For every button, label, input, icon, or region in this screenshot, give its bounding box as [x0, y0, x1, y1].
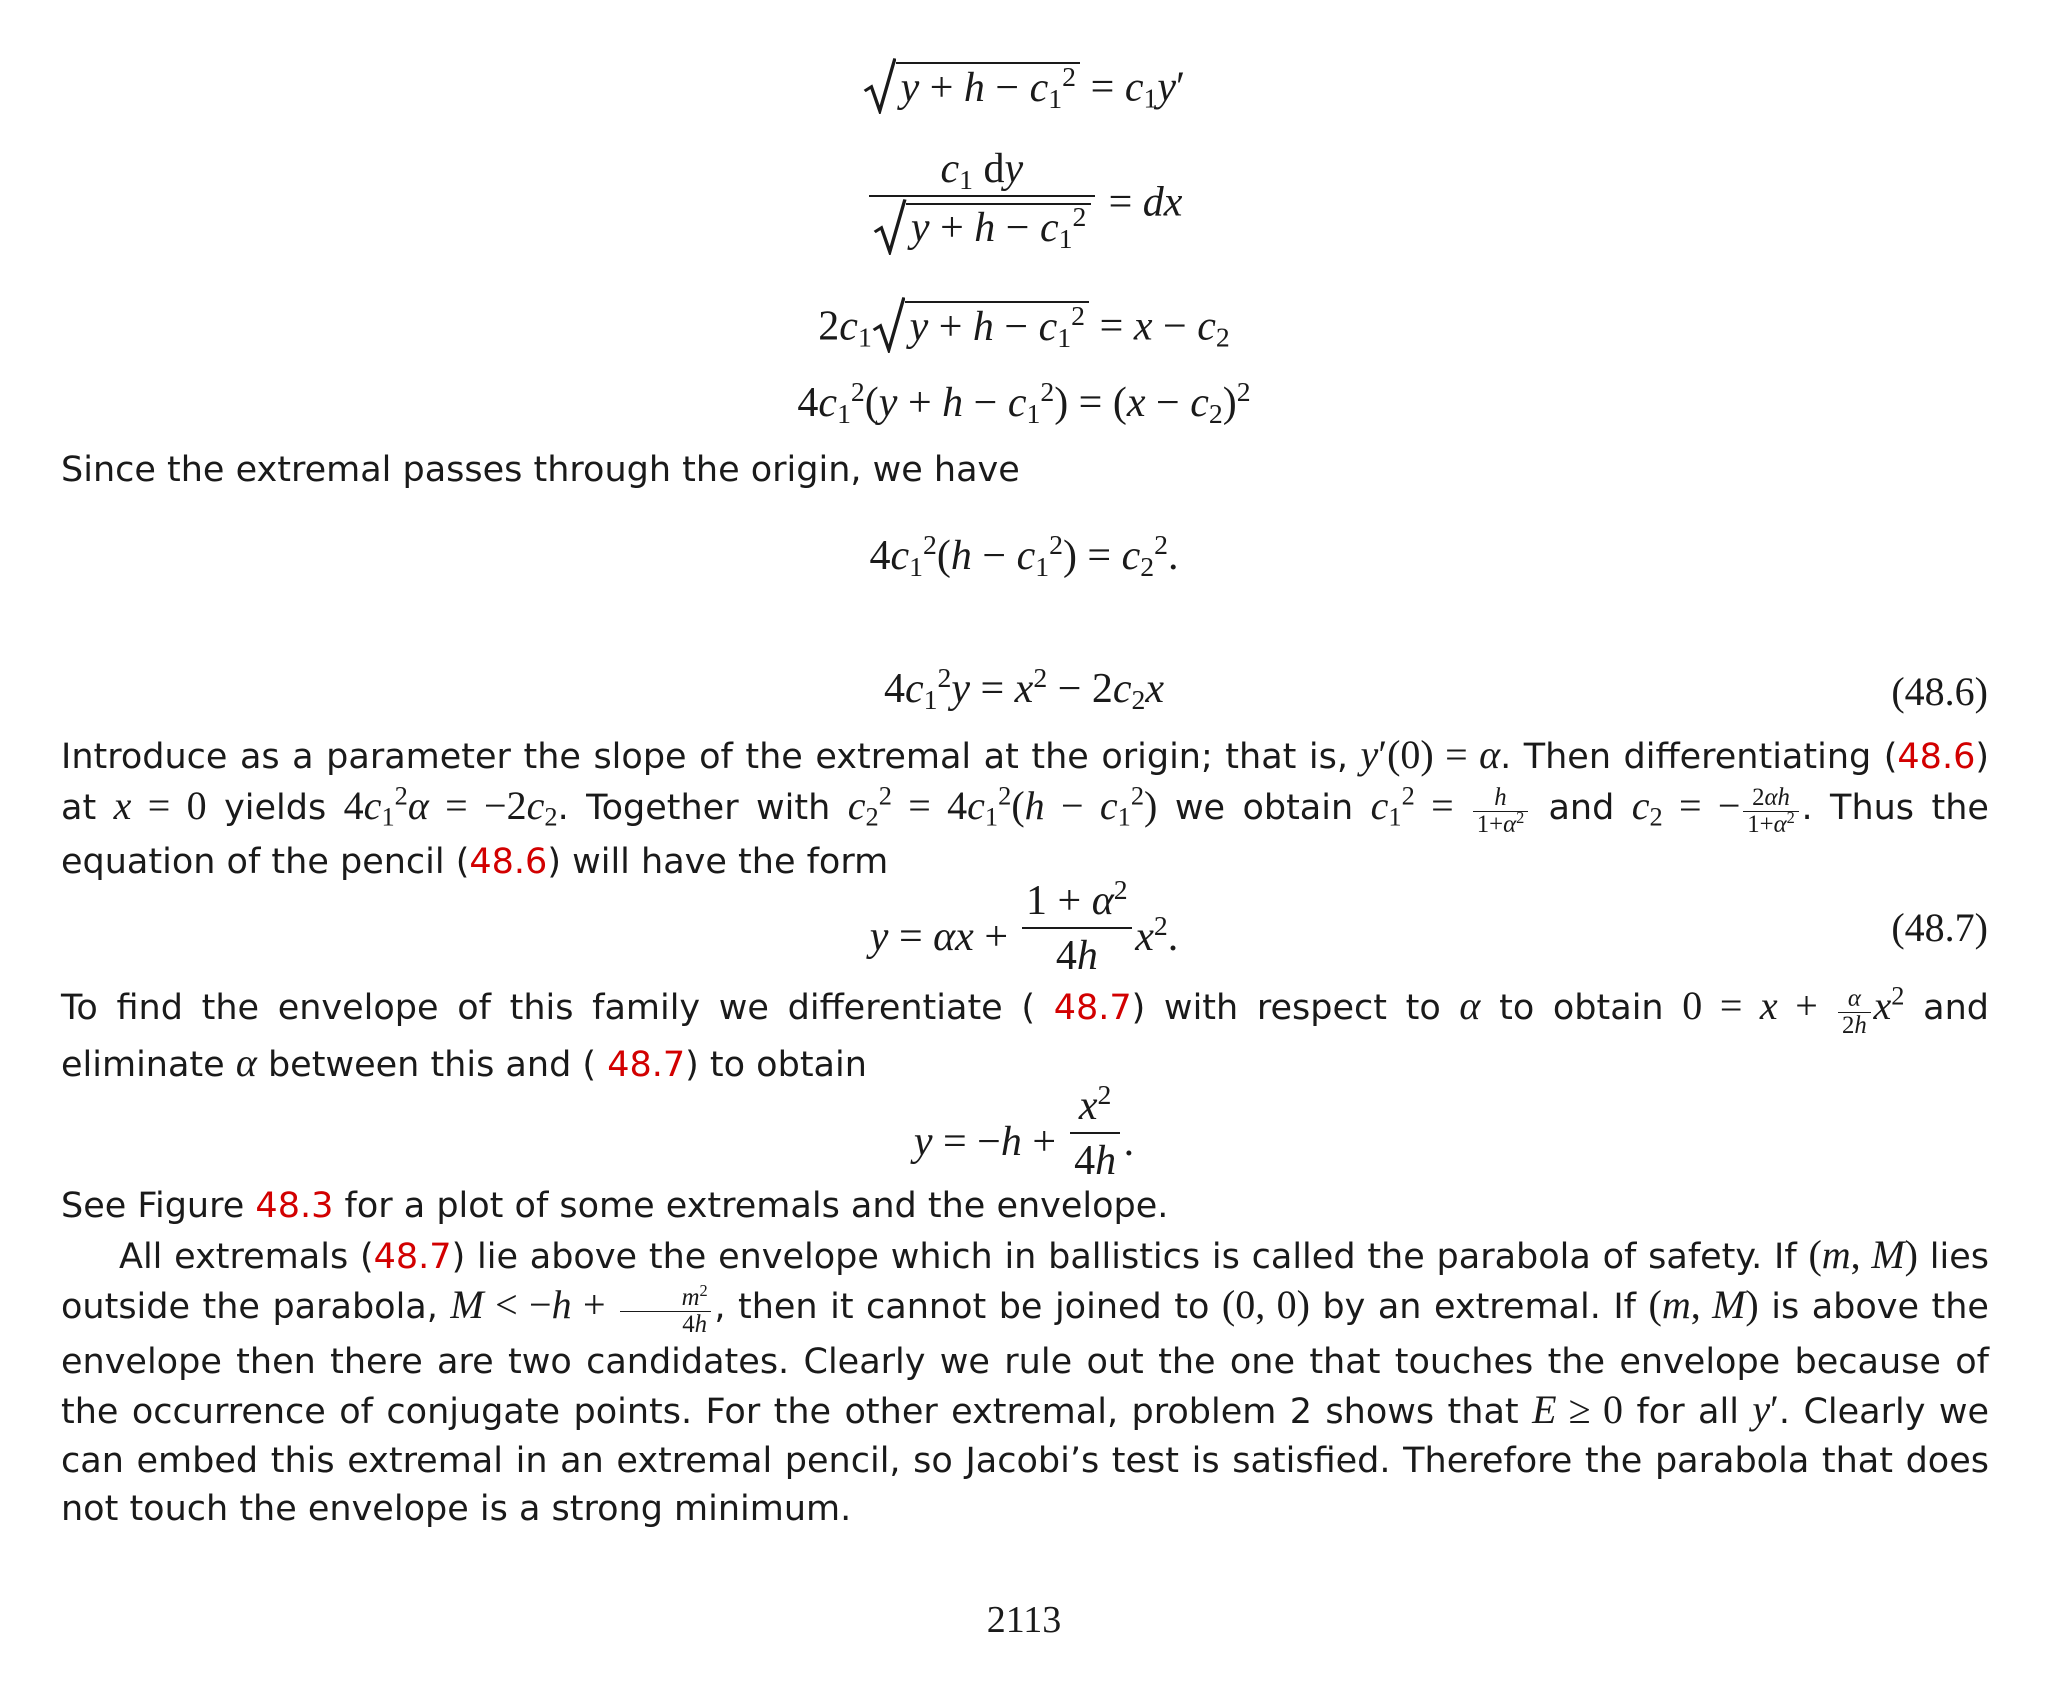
ref-48-6-b[interactable]: 48.6: [469, 842, 548, 883]
equation-origin-condition: $4c_1^2(h - c_1^2) = c_2^2$.: [869, 528, 1179, 582]
ref-48-6[interactable]: 48.6: [1897, 737, 1976, 777]
equation-48-6: $4c_1^2y = x^2 - 2c_2x$: [883, 661, 1165, 715]
paragraph-parameter: Introduce as a parameter the slope of the extremal at the origin; that is, y′(0) = α. Then differentiating (48.6) at x = 0 yields $4c_1^2\alpha = -2c_2$. Together with $c_2^2 = 4c_1^2(h - c_1^2)$ we obtain $c_1^2$ = $\frac{h}{1+\alpha^2}$ and $c_2$ = − $\frac{2\alpha h}{1+\alpha^2}$ . Thus the equation of the pencil (48.6) will have the form: [61, 732, 1989, 883]
text-origin: Since the extremal passes through the origin, we have: [61, 450, 1020, 490]
equation-tag-48-6: (48.6): [1891, 669, 1988, 714]
equation-sqrt-derivative: $y + h - c_1^2 = c_1y'$: [0, 62, 2048, 109]
ref-figure-48-3[interactable]: 48.3: [255, 1186, 334, 1226]
page-number: 2113: [986, 1599, 1062, 1641]
ref-48-7[interactable]: 48.7: [1053, 988, 1132, 1028]
paragraph-conclusion: See Figure 48.3 for a plot of some extremals and the envelope. All extremals (48.7) lie above the envelope which in ballistics is called the parabola of safety. If (m, M) lies outside the parabola, M < −h + $\frac{m^2}{4h}$ , then it cannot be joined to (0, 0) by an extremal. If (m, M) is above the envelope then there are two candidates. Clearly we rule out the one that touches the envelope because of the occurrence of conjugate points. For the other extremal, problem 2 shows that E ≥ 0 for all y′. Clearly we can embed this extremal in an extremal pencil, so Jacobi’s test is satisfied. Therefore the parabola that does not touch the envelope is a strong minimum.: [61, 1186, 1989, 1530]
equation-tag-48-7: (48.7): [1891, 905, 1988, 950]
paragraph-envelope: To find the envelope of this family we differentiate ( 48.7) with respect to α to obtain 0 = x + $\frac{\alpha}{2h}$ $x^2$ and eliminate α between this and ( 48.7) to obtain: [61, 980, 1989, 1085]
equation-envelope: y = −h + $\frac{x^2}{4h}$ .: [913, 1078, 1135, 1184]
equation-separated: $\frac{c_1 dy}{y + h - c_1^2}$ = dx: [0, 148, 2048, 249]
paragraph-origin: [61, 446, 1989, 495]
equation-48-7: y = αx + $\frac{1 + \alpha^2}{4h}$ $x^2$.: [869, 873, 1179, 979]
equation-squared: $4c_1^2(y + h - c_1^2) = (x - c_2)^2$: [797, 375, 1251, 429]
equation-integrated: $2c_1$ $y + h - c_1^2 = x - c_2$: [818, 299, 1230, 353]
ref-48-7-c[interactable]: 48.7: [373, 1236, 452, 1277]
ref-48-7-b[interactable]: 48.7: [607, 1044, 686, 1085]
